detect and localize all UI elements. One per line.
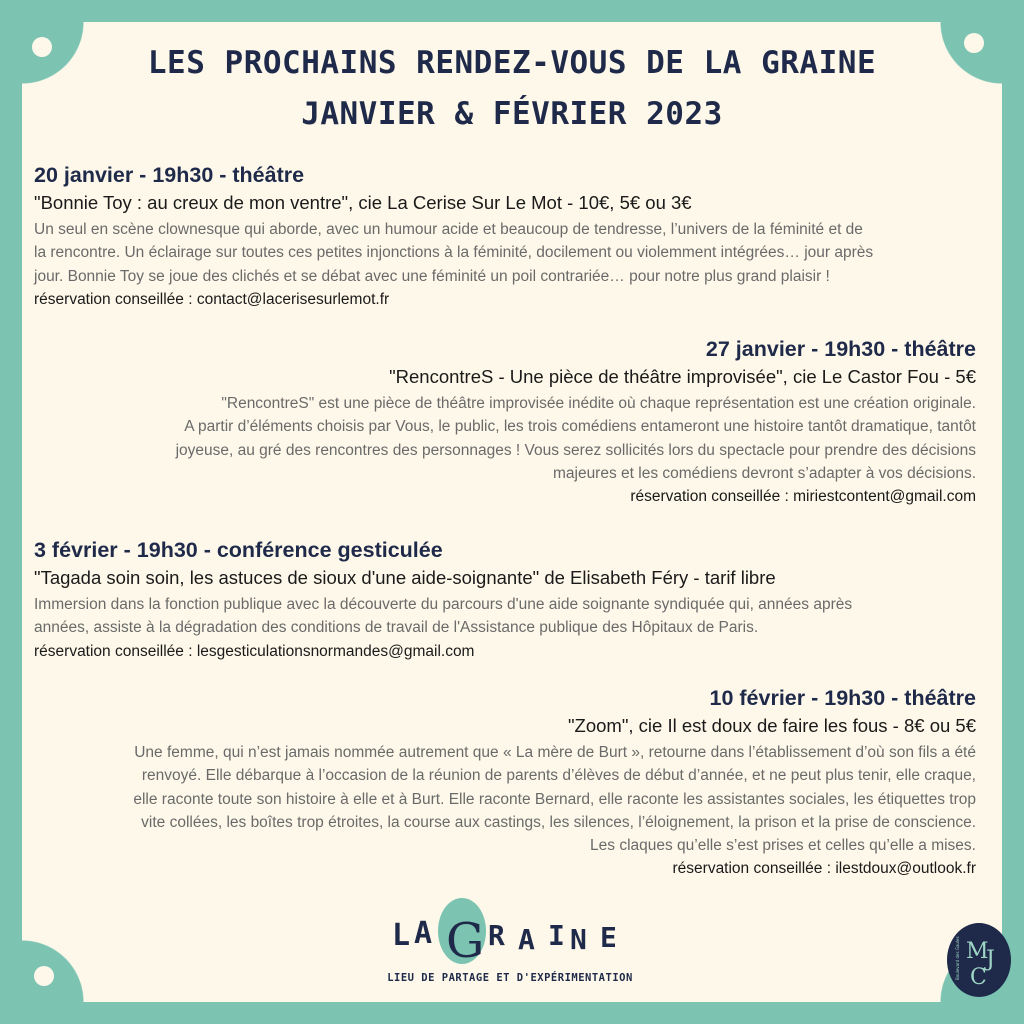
- event-reservation: réservation conseillée : contact@lacerisesurlemot.fr: [34, 290, 390, 308]
- event-description: Immersion dans la fonction publique avec la découverte du parcours d'une aide soignante syndiquée qui, années après années, assiste à la dégradation des conditions de travail de l'Assistance publique des Hôpitaux de Paris.: [34, 596, 853, 637]
- la-graine-wordmark: [380, 893, 640, 973]
- logo-tagline: LIEU DE PARTAGE ET D'EXPÉRIMENTATION: [387, 972, 633, 984]
- logo-letter-g: G: [446, 913, 485, 969]
- logo-letter-a1: A: [414, 916, 433, 951]
- mjc-side-text: Boulevard des Gaules: [955, 936, 960, 980]
- event-show: "Tagada soin soin, les astuces de sioux d'une aide-soignante" de Elisabeth Féry - tarif libre: [34, 567, 776, 588]
- corner-dot-bottom-left: [34, 966, 54, 986]
- event-2: [50, 335, 976, 509]
- event-reservation: réservation conseillée : ilestdoux@outlook.fr: [672, 860, 976, 878]
- event-description: Un seul en scène clownesque qui aborde, avec un humour acide et beaucoup de tendresse, l’univers de la féminité et de la rencontre. Un éclairage sur toutes ces petites injonctions à la féminité, docilement ou violemment intégrées… jour après jour. Bonnie Toy se joue des clichés et se débat avec une féminité un poil contrariée… pour notre plus grand plaisir !: [34, 221, 874, 285]
- logo-letter-n: N: [570, 923, 587, 956]
- event-date: 27 janvier - 19h30 - théâtre: [705, 337, 976, 361]
- logo-letter-r: R: [488, 919, 505, 952]
- event-reservation: réservation conseillée : lesgesticulationsnormandes@gmail.com: [34, 642, 475, 660]
- logo-letter-l: L: [392, 918, 411, 953]
- poster-subtitle: JANVIER & FÉVRIER 2023: [301, 96, 723, 132]
- event-date: 20 janvier - 19h30 - théâtre: [34, 163, 305, 187]
- event-show: "Zoom", cie Il est doux de faire les fous - 8€ ou 5€: [567, 715, 976, 736]
- event-show: "RencontreS - Une pièce de théâtre improvisée", cie Le Castor Fou - 5€: [389, 366, 976, 387]
- event-show: "Bonnie Toy : au creux de mon ventre", cie La Cerise Sur Le Mot - 10€, 5€ ou 3€: [34, 192, 692, 213]
- event-1: [34, 161, 994, 312]
- event-4: [50, 684, 976, 881]
- event-description: "RencontreS" est une pièce de théâtre improvisée inédite où chaque représentation est une création originale. A partir d’éléments choisis par Vous, le public, les trois comédiens entameront une histoire tantôt dramatique, tantôt joyeuse, au gré des rencontres des personnages ! Vous serez sollicités lors du spectacle pour prendre des décisions majeures et les comédiens devront s’adapter à vos décisions.: [175, 395, 976, 482]
- mjc-letter-m: M: [966, 939, 989, 964]
- logo-letter-a2: A: [518, 923, 535, 956]
- event-description: Une femme, qui n’est jamais nommée autrement que « La mère de Burt », retourne dans l’établissement d’où son fils a été renvoyé. Elle débarque à l’occasion de la réunion de parents d’élèves de début d’année, et ne peut plus tenir, elle craque, elle raconte toute son histoire à elle et à Burt. Elle raconte Bernard, elle raconte les assistantes sociales, les étiquettes trop vite collées, les boîtes trop étroites, la course aux castings, les silences, l’éloignement, la prison et la prise de conscience. Les claques qu’elle s’est prises et celles qu’elle a mises.: [133, 744, 976, 855]
- event-date: 3 février - 19h30 - conférence gesticulée: [34, 538, 443, 562]
- poster-title: LES PROCHAINS RENDEZ-VOUS DE LA GRAINE: [147, 45, 877, 81]
- mjc-letter-c: C: [970, 965, 987, 990]
- la-graine-logo: [380, 893, 640, 993]
- event-3: [34, 536, 994, 664]
- logo-letter-i: I: [548, 919, 565, 952]
- event-reservation: réservation conseillée : miriestcontent@gmail.com: [630, 488, 976, 506]
- mjc-badge: [946, 922, 1012, 998]
- mjc-letter-j: J: [986, 947, 995, 972]
- event-date: 10 février - 19h30 - théâtre: [709, 686, 976, 710]
- logo-letter-e: E: [600, 921, 617, 954]
